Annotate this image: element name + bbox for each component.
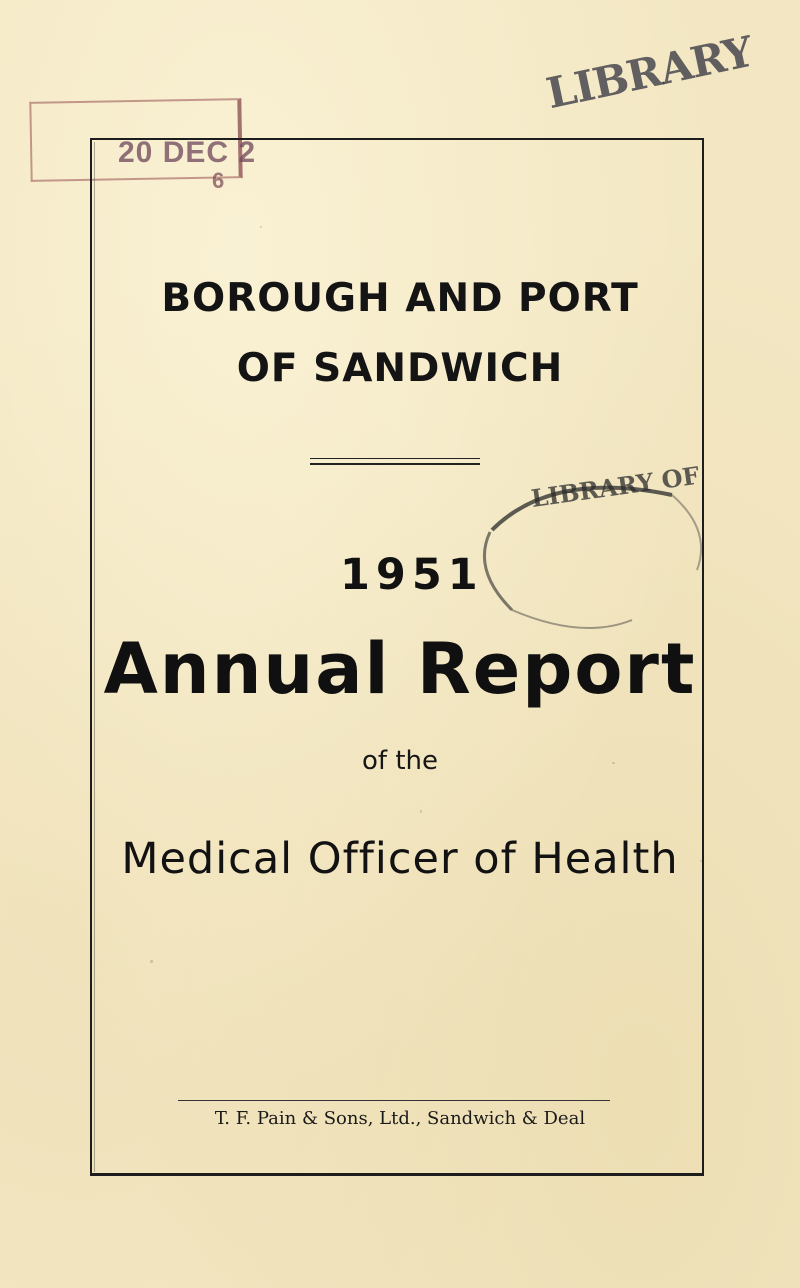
title-line-1: BOROUGH AND PORT xyxy=(161,276,639,321)
report-connector: of the xyxy=(362,746,438,776)
library-stamp-text: LIBRARY OF xyxy=(529,460,702,513)
library-stamp-arc-right xyxy=(672,495,701,570)
date-stamp-code: 20 DEC 2 xyxy=(118,136,257,169)
report-heading: Annual Report xyxy=(103,628,697,710)
printer-rule xyxy=(178,1100,610,1101)
date-stamp-number: 6 xyxy=(212,168,225,193)
year-rule xyxy=(310,458,480,465)
title-line-2: OF SANDWICH xyxy=(236,346,564,391)
library-stamp-arc-bottom xyxy=(512,610,632,628)
report-year: 1951 xyxy=(340,550,484,600)
paper-speck xyxy=(612,762,615,764)
library-mark-stamp: LIBRARY xyxy=(542,26,757,119)
paper-speck xyxy=(420,810,422,813)
library-stamp-seal xyxy=(462,460,712,640)
paper-speck xyxy=(700,860,702,862)
library-stamp-arc-left xyxy=(484,532,512,610)
printer-imprint: T. F. Pain & Sons, Ltd., Sandwich & Deal xyxy=(214,1108,586,1129)
paper-speck xyxy=(260,226,262,228)
report-subheading: Medical Officer of Health xyxy=(121,834,679,884)
paper-speck xyxy=(150,960,153,963)
